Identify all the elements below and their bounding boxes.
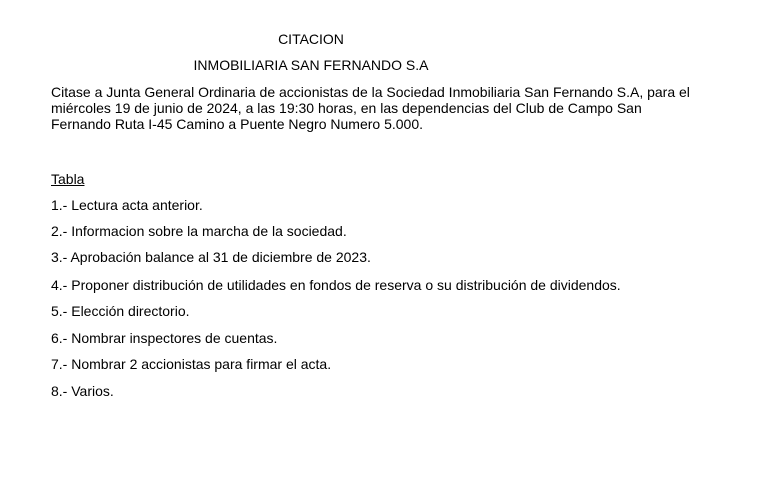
agenda-item: 2.- Informacion sobre la marcha de la sociedad. — [51, 223, 347, 239]
paragraph-line: miércoles 19 de junio de 2024, a las 19:30 horas, en las dependencias del Club de Campo San — [51, 100, 642, 116]
company-name: INMOBILIARIA SAN FERNANDO S.A — [193, 57, 429, 73]
agenda-item: 8.- Varios. — [51, 383, 114, 399]
paragraph-line: Citase a Junta General Ordinaria de accionistas de la Sociedad Inmobiliaria San Fernando S.A, para el — [51, 84, 690, 100]
agenda-item: 5.- Elección directorio. — [51, 303, 190, 319]
agenda-item: 7.- Nombrar 2 accionistas para firmar el acta. — [51, 356, 332, 372]
agenda-item: 4.- Proponer distribución de utilidades en fondos de reserva o su distribución de dividendos. — [51, 277, 621, 293]
agenda-item: 6.- Nombrar inspectores de cuentas. — [51, 330, 278, 346]
summons-paragraph — [51, 84, 741, 132]
document-title: CITACION — [278, 31, 344, 47]
paragraph-line: Fernando Ruta I-45 Camino a Puente Negro Numero 5.000. — [51, 116, 423, 132]
agenda-item: 1.- Lectura acta anterior. — [51, 197, 203, 213]
agenda-heading: Tabla — [51, 171, 85, 187]
agenda-item: 3.- Aprobación balance al 31 de diciembre de 2023. — [51, 249, 371, 265]
